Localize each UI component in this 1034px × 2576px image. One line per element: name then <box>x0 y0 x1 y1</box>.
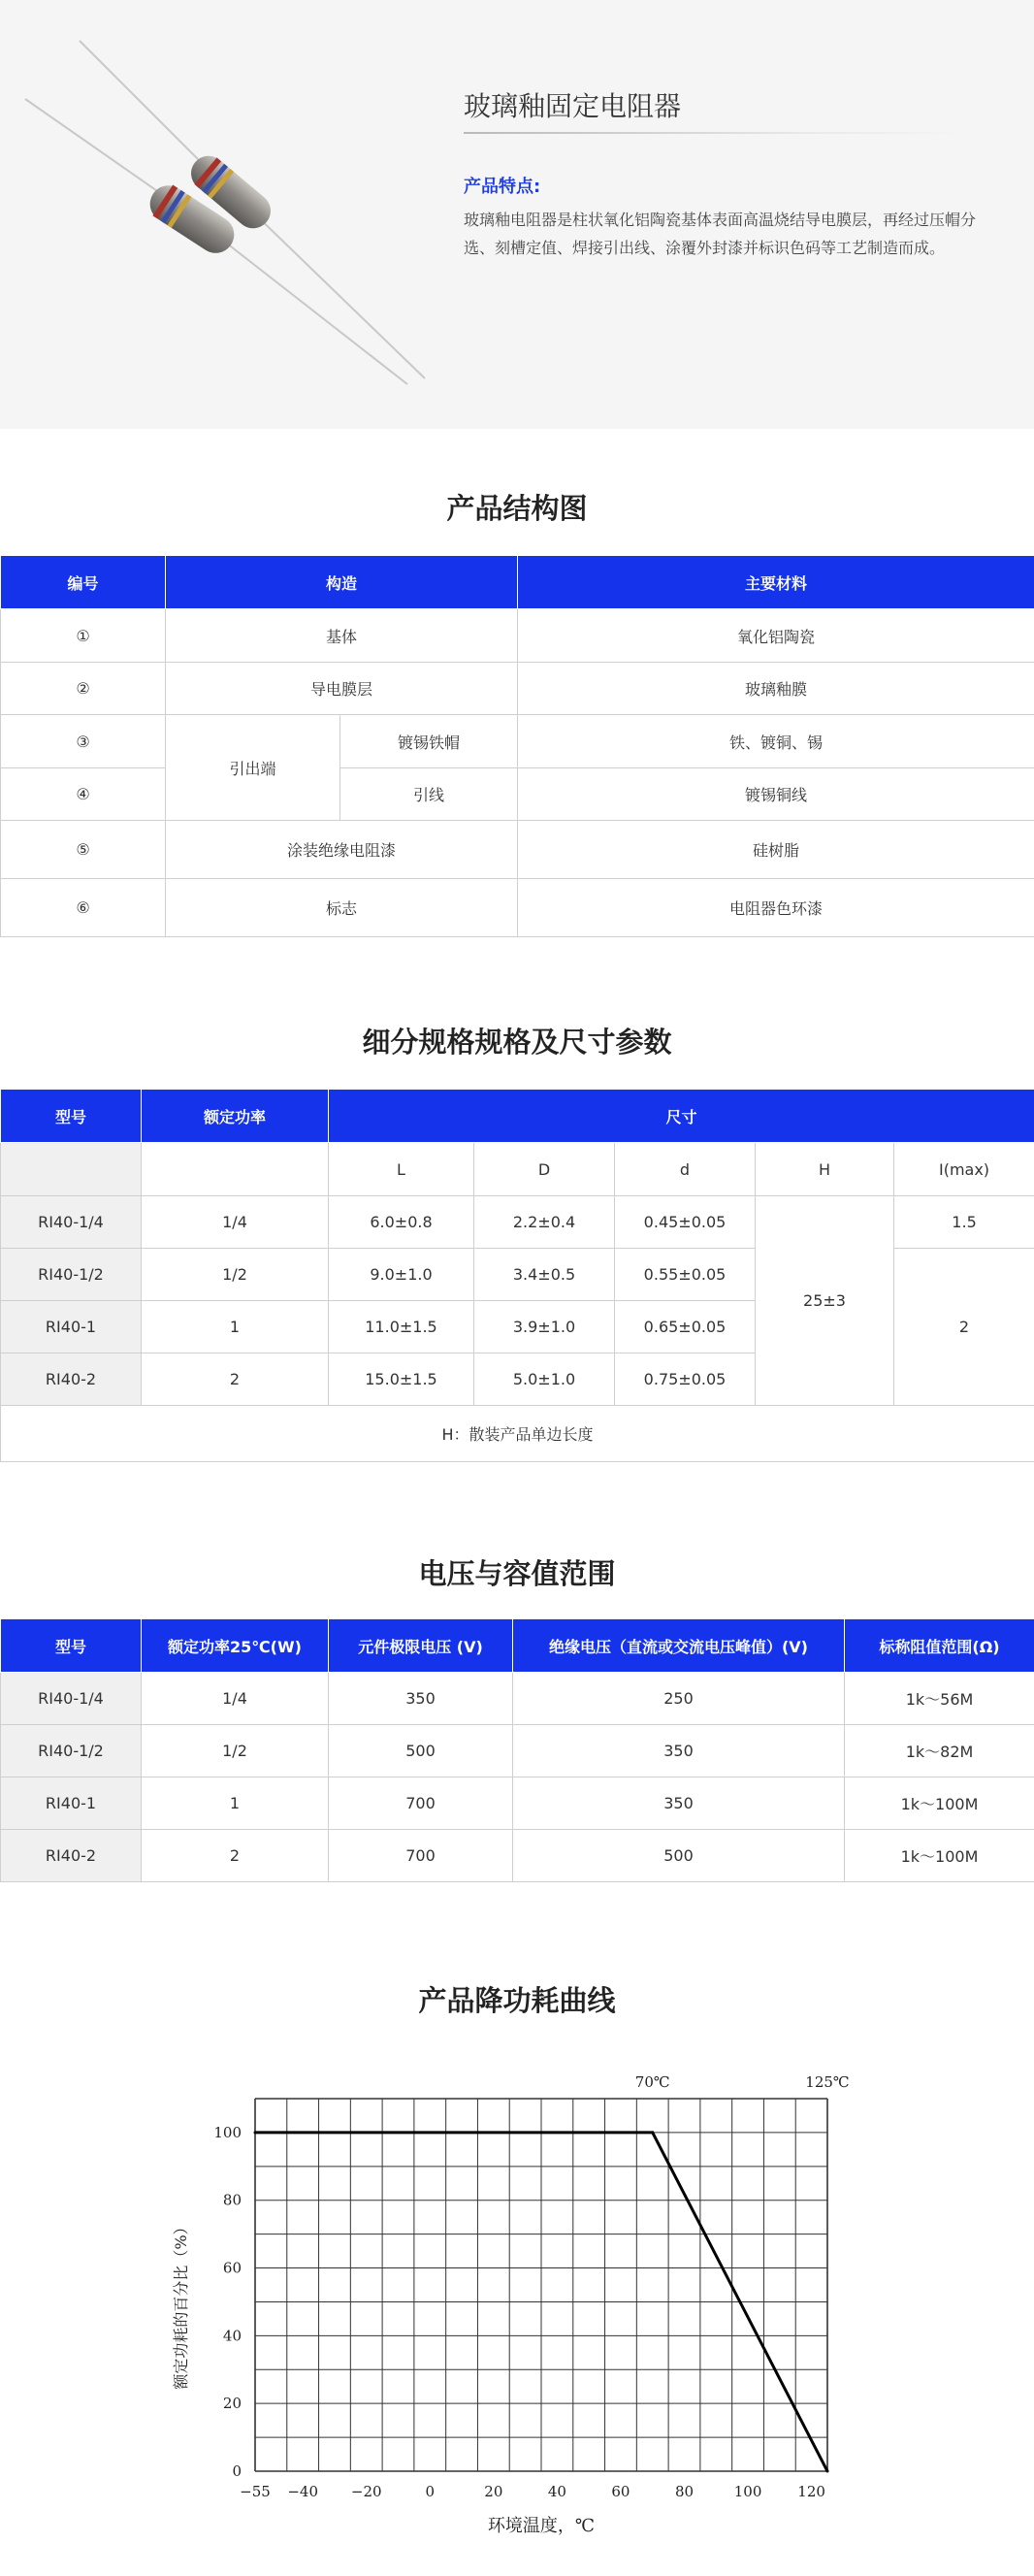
features-heading: 产品特点: <box>464 177 541 197</box>
diameter-cell: 2.2±0.4 <box>474 1196 615 1249</box>
column-header: 额定功率 <box>142 1090 329 1143</box>
diameter-cell: 3.9±1.0 <box>474 1301 615 1353</box>
row-number: ③ <box>1 715 166 768</box>
annotation-70c: 70℃ <box>634 2073 670 2091</box>
column-header: 尺寸 <box>329 1090 1034 1143</box>
table-row <box>1 821 1034 879</box>
table-row <box>1 768 1034 821</box>
material-cell: 电阻器色环漆 <box>518 879 1034 937</box>
structure-table <box>0 555 1034 937</box>
imax-cell: 1.5 <box>894 1196 1034 1249</box>
part-cell: 导电膜层 <box>166 663 518 715</box>
x-tick-label: −55 <box>240 2483 271 2500</box>
empty-cell <box>1 1143 142 1196</box>
part-cell: 引线 <box>340 768 518 821</box>
part-cell: 标志 <box>166 879 518 937</box>
resistance-range-cell: 1k～100M <box>845 1830 1034 1882</box>
row-number: ② <box>1 663 166 715</box>
y-tick-label: 100 <box>213 2123 242 2141</box>
subheader-row <box>1 1143 1034 1196</box>
data-point <box>651 2131 654 2134</box>
insulation-voltage-cell: 250 <box>513 1673 845 1725</box>
power-cell: 1/2 <box>142 1249 329 1301</box>
material-cell: 玻璃釉膜 <box>518 663 1034 715</box>
material-cell: 铁、镀铜、锡 <box>518 715 1034 768</box>
table-row <box>1 1830 1034 1882</box>
column-header: 构造 <box>166 556 518 609</box>
length-cell: 11.0±1.5 <box>329 1301 474 1353</box>
x-tick-label: 120 <box>797 2483 825 2500</box>
x-tick-label: 0 <box>425 2483 436 2500</box>
annotation-125c: 125℃ <box>805 2073 850 2091</box>
x-tick-label: 20 <box>484 2483 503 2500</box>
resistance-range-cell: 1k～56M <box>845 1673 1034 1725</box>
length-cell: 6.0±0.8 <box>329 1196 474 1249</box>
row-number: ④ <box>1 768 166 821</box>
model-cell: RI40-2 <box>1 1830 142 1882</box>
group-cell: 引出端 <box>166 715 340 821</box>
dimensions-heading: 细分规格规格及尺寸参数 <box>362 1026 672 1059</box>
limit-voltage-cell: 500 <box>329 1725 513 1777</box>
column-header: 额定功率25℃(W) <box>142 1619 329 1673</box>
column-header: 型号 <box>1 1090 142 1143</box>
table-row <box>1 1673 1034 1725</box>
length-cell: 15.0±1.5 <box>329 1353 474 1406</box>
model-cell: RI40-1/4 <box>1 1196 142 1249</box>
column-header: 绝缘电压（直流或交流电压峰值）(V) <box>513 1619 845 1673</box>
empty-cell <box>142 1143 329 1196</box>
product-title: 玻璃釉固定电阻器 <box>464 90 682 122</box>
length-cell: 9.0±1.0 <box>329 1249 474 1301</box>
power-cell: 2 <box>142 1353 329 1406</box>
power-cell: 1/4 <box>142 1673 329 1725</box>
subheader-cell: D <box>474 1143 615 1196</box>
table-header-row <box>1 1619 1034 1673</box>
limit-voltage-cell: 700 <box>329 1777 513 1830</box>
power-cell: 1 <box>142 1777 329 1830</box>
limit-voltage-cell: 350 <box>329 1673 513 1725</box>
resistance-range-cell: 1k～100M <box>845 1777 1034 1830</box>
x-tick-label: 40 <box>547 2483 566 2500</box>
model-cell: RI40-1/4 <box>1 1673 142 1725</box>
diameter-cell: 3.4±0.5 <box>474 1249 615 1301</box>
x-axis-label: 环境温度，℃ <box>487 2516 596 2536</box>
row-number: ⑤ <box>1 821 166 879</box>
note-row <box>1 1406 1034 1462</box>
table-row <box>1 879 1034 937</box>
insulation-voltage-cell: 350 <box>513 1725 845 1777</box>
voltage-heading: 电压与容值范围 <box>418 1557 616 1590</box>
material-cell: 镀锡铜线 <box>518 768 1034 821</box>
derating-chart <box>165 2062 863 2547</box>
subheader-cell: H <box>756 1143 894 1196</box>
power-cell: 1/4 <box>142 1196 329 1249</box>
material-cell: 硅树脂 <box>518 821 1034 879</box>
row-number: ① <box>1 609 166 663</box>
features-description: 玻璃釉电阻器是柱状氧化铝陶瓷基体表面高温烧结导电膜层，再经过压帽分选、刻槽定值、焊接引出线、涂覆外封漆并标识色码等工艺制造而成。 <box>464 211 977 257</box>
model-cell: RI40-1 <box>1 1777 142 1830</box>
data-point <box>826 2470 829 2473</box>
part-cell: 涂装绝缘电阻漆 <box>166 821 518 879</box>
y-tick-label: 80 <box>222 2191 242 2209</box>
resistance-range-cell: 1k～82M <box>845 1725 1034 1777</box>
row-number: ⑥ <box>1 879 166 937</box>
title-divider <box>464 132 963 134</box>
part-cell: 基体 <box>166 609 518 663</box>
power-cell: 1/2 <box>142 1725 329 1777</box>
derating-heading: 产品降功耗曲线 <box>418 1984 616 2017</box>
table-header-row <box>1 556 1034 609</box>
subheader-cell: I(max) <box>894 1143 1034 1196</box>
table-row <box>1 609 1034 663</box>
structure-heading: 产品结构图 <box>446 492 588 525</box>
column-header: 标称阻值范围(Ω) <box>845 1619 1034 1673</box>
limit-voltage-cell: 700 <box>329 1830 513 1882</box>
column-header: 型号 <box>1 1619 142 1673</box>
lead-diameter-cell: 0.65±0.05 <box>615 1301 756 1353</box>
y-tick-label: 60 <box>222 2259 242 2277</box>
model-cell: RI40-1/2 <box>1 1725 142 1777</box>
subheader-cell: d <box>615 1143 756 1196</box>
x-tick-label: 100 <box>733 2483 762 2500</box>
imax-cell: 2 <box>894 1249 1034 1406</box>
lead-length-cell: 25±3 <box>756 1196 894 1406</box>
x-tick-label: 60 <box>611 2483 630 2500</box>
voltage-table <box>0 1618 1034 1882</box>
model-cell: RI40-1/2 <box>1 1249 142 1301</box>
power-cell: 1 <box>142 1301 329 1353</box>
table-row <box>1 1777 1034 1830</box>
hero-banner <box>0 0 1034 429</box>
x-tick-label: −20 <box>350 2483 382 2500</box>
table-header-row <box>1 1090 1034 1143</box>
part-cell: 镀锡铁帽 <box>340 715 518 768</box>
column-header: 元件极限电压 (V) <box>329 1619 513 1673</box>
subheader-cell: L <box>329 1143 474 1196</box>
insulation-voltage-cell: 500 <box>513 1830 845 1882</box>
data-point <box>254 2131 257 2134</box>
table-row <box>1 1196 1034 1249</box>
dimensions-table <box>0 1089 1034 1462</box>
note-cell: H：散装产品单边长度 <box>1 1406 1034 1462</box>
insulation-voltage-cell: 350 <box>513 1777 845 1830</box>
table-row <box>1 1725 1034 1777</box>
y-tick-label: 0 <box>232 2462 242 2480</box>
table-row <box>1 715 1034 768</box>
lead-diameter-cell: 0.75±0.05 <box>615 1353 756 1406</box>
model-cell: RI40-1 <box>1 1301 142 1353</box>
y-tick-label: 20 <box>222 2395 242 2413</box>
column-header: 编号 <box>1 556 166 609</box>
resistor-illustration <box>19 29 436 398</box>
x-tick-label: 80 <box>674 2483 695 2500</box>
material-cell: 氧化铝陶瓷 <box>518 609 1034 663</box>
lead-diameter-cell: 0.45±0.05 <box>615 1196 756 1249</box>
table-row <box>1 663 1034 715</box>
column-header: 主要材料 <box>518 556 1034 609</box>
y-axis-label: 额定功耗的百分比（%） <box>172 2219 190 2390</box>
x-tick-label: −40 <box>287 2483 318 2500</box>
lead-diameter-cell: 0.55±0.05 <box>615 1249 756 1301</box>
power-cell: 2 <box>142 1830 329 1882</box>
y-tick-label: 40 <box>222 2327 242 2345</box>
diameter-cell: 5.0±1.0 <box>474 1353 615 1406</box>
model-cell: RI40-2 <box>1 1353 142 1406</box>
